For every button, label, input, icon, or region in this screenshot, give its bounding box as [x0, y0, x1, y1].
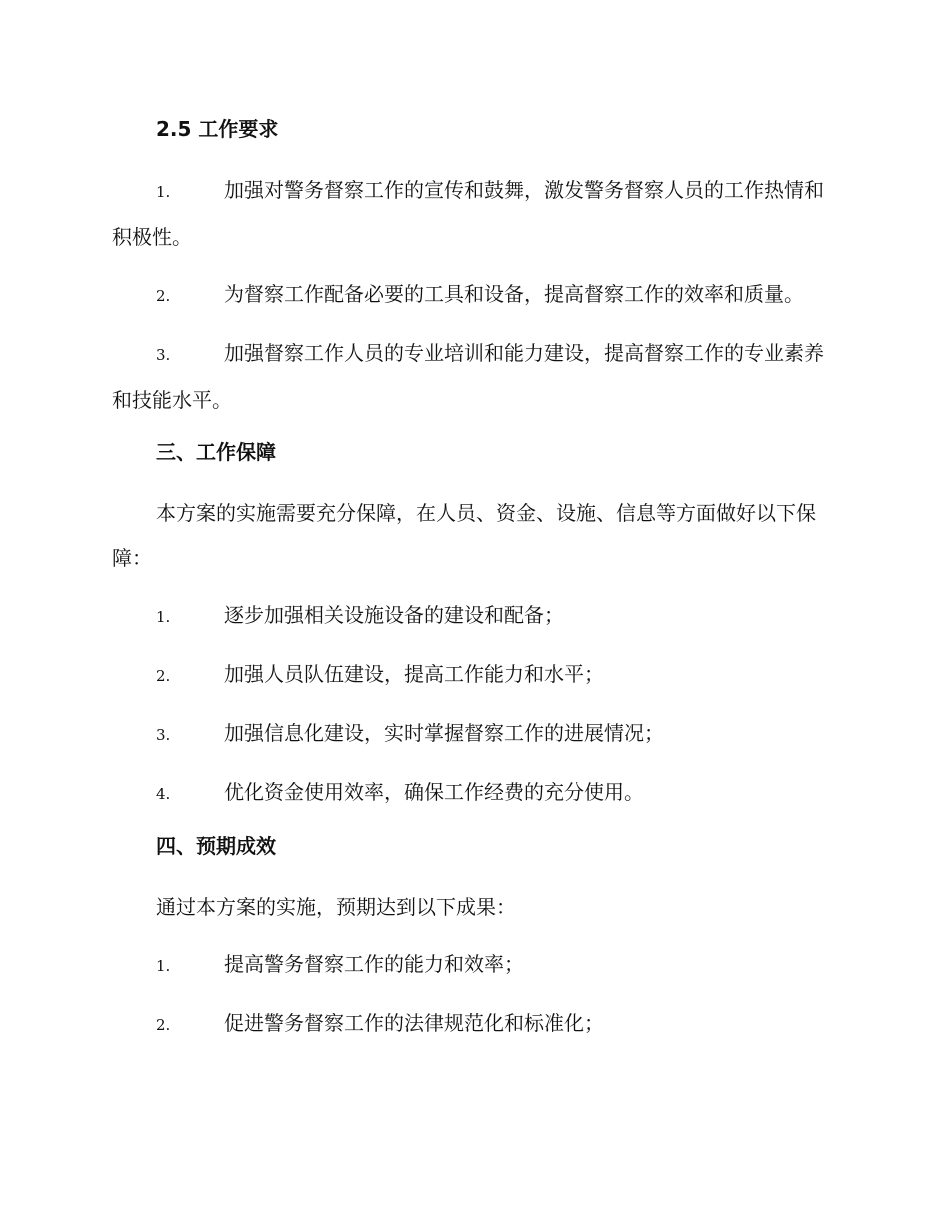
section-3-intro: 本方案的实施需要充分保障，在人员、资金、设施、信息等方面做好以下保障：	[112, 501, 816, 570]
list-item-number: 1.	[156, 183, 171, 201]
list-item-text: 促进警务督察工作的法律规范化和标准化；	[224, 1011, 604, 1035]
list-item	[112, 168, 834, 260]
list-item-number: 4.	[156, 785, 171, 803]
list-item-text: 提高警务督察工作的能力和效率；	[224, 952, 524, 976]
list-item-number: 2.	[156, 287, 171, 305]
list-item-text: 优化资金使用效率，确保工作经费的充分使用。	[224, 780, 644, 804]
list-item-text: 加强对警务督察工作的宣传和鼓舞，激发警务督察人员的工作热情和积极性。	[112, 178, 824, 249]
list-item-number: 2.	[156, 1016, 171, 1034]
document-content	[112, 112, 834, 1060]
section-heading-3: 三、工作保障	[156, 440, 276, 464]
list-item-number: 1.	[156, 608, 171, 626]
list-item-number: 3.	[156, 726, 171, 744]
list-item-text: 逐步加强相关设施设备的建设和配备；	[224, 603, 564, 627]
section-heading-2-5: 2.5 工作要求	[156, 117, 279, 141]
section-heading-4: 四、预期成效	[156, 834, 276, 858]
list-item-number: 2.	[156, 667, 171, 685]
list-item-text: 为督察工作配备必要的工具和设备，提高督察工作的效率和质量。	[224, 282, 804, 306]
list-item-number: 1.	[156, 957, 171, 975]
list-item-text: 加强信息化建设，实时掌握督察工作的进展情况；	[224, 721, 664, 745]
list-item	[112, 770, 834, 817]
list-item	[112, 711, 834, 758]
list-item-text: 加强督察工作人员的专业培训和能力建设，提高督察工作的专业素养和技能水平。	[112, 341, 824, 412]
list-item	[112, 942, 834, 989]
work-guarantee-list	[112, 593, 834, 817]
list-item	[112, 1001, 834, 1048]
list-item-number: 3.	[156, 346, 171, 364]
work-requirements-list	[112, 168, 834, 423]
list-item	[112, 331, 834, 423]
list-item-text: 加强人员队伍建设，提高工作能力和水平；	[224, 662, 604, 686]
list-item	[112, 652, 834, 699]
list-item	[112, 272, 834, 319]
list-item	[112, 593, 834, 640]
expected-results-list	[112, 942, 834, 1048]
section-4-intro: 通过本方案的实施，预期达到以下成果：	[156, 895, 516, 919]
